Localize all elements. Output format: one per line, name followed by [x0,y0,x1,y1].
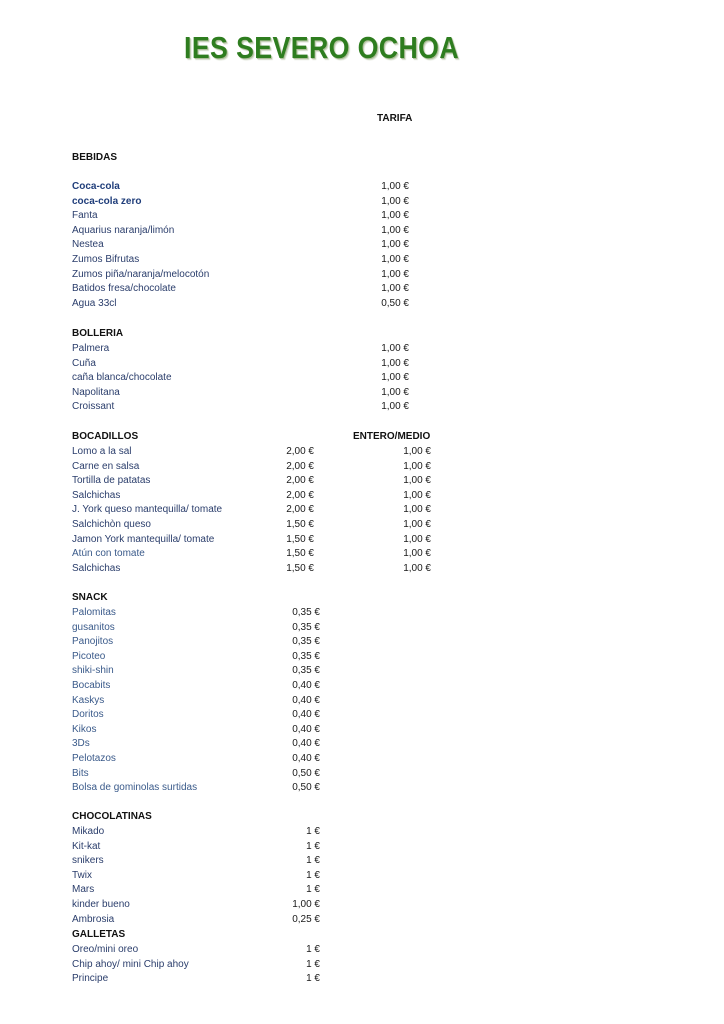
item-price: 1 € [306,958,320,970]
item-name: shiki-shin [72,665,114,677]
item-name: Salchichas [72,562,121,574]
item-name: Cuña [72,357,96,369]
item-price-entero: 2,00 € [286,504,314,516]
galletas-item [72,943,320,957]
item-name: Aquarius naranja/limón [72,224,175,236]
item-price: 0,35 € [292,607,320,618]
page-title: IES SEVERO OCHOA [184,30,460,65]
item-name: Napolitana [72,386,120,398]
item-name: Zumos Bifrutas [72,254,140,265]
item-price-medio: 1,00 € [403,519,431,530]
item-name: Bolsa de gominolas surtidas [72,782,198,794]
item-price: 1,00 € [381,283,409,295]
item-name: Chip ahoy/ mini Chip ahoy [72,958,189,970]
bocadillos-heading: BOCADILLOS [72,431,139,442]
item-price-entero: 2,00 € [286,446,314,457]
item-name: Mikado [72,826,105,837]
item-name: Agua 33cl [72,297,117,309]
item-name: Kaskys [72,694,105,706]
item-name: Pelotazos [72,753,116,764]
item-price: 1,00 € [381,357,409,369]
galletas-item [72,972,320,986]
item-price: 1 € [306,840,320,852]
item-price: 1,00 € [381,254,409,265]
item-price: 1,00 € [381,268,409,280]
item-price: 0,50 € [292,767,320,779]
item-name: Bocabits [72,680,111,691]
item-name: Carne en salsa [72,460,140,472]
item-name: Kit-kat [72,840,101,852]
chocolatinas-item [72,869,320,883]
item-price: 0,35 € [292,665,320,677]
bolleria-item [72,371,409,385]
chocolatinas-item [72,883,320,897]
item-price: 1,00 € [381,239,409,251]
item-name: Jamon York mantequilla/ tomate [72,533,215,545]
item-name: Batidos fresa/chocolate [72,283,176,295]
item-name: coca-cola zero [72,195,142,207]
bebidas-item [72,195,409,209]
item-name: Kikos [72,723,97,735]
bolleria-heading: BOLLERIA [72,328,124,339]
item-price: 1,00 € [381,195,409,207]
item-price: 0,40 € [292,723,320,735]
item-name: Fanta [72,210,98,222]
item-price: 0,40 € [292,694,320,706]
item-name: gusanitos [72,621,115,633]
item-price: 0,40 € [292,738,320,750]
snack-item [72,694,320,708]
tarifa-label: TARIFA [377,113,413,124]
item-price-medio: 1,00 € [403,504,431,516]
snack-item [72,650,320,664]
item-price-entero: 2,00 € [286,475,314,487]
item-name: Twix [72,869,92,881]
galletas-heading: GALLETAS [72,929,126,940]
snack-item [72,635,320,649]
bocadillos-item [72,503,431,517]
item-price: 0,50 € [292,782,320,794]
item-name: Bits [72,767,89,779]
item-name: Zumos piña/naranja/melocotón [72,268,210,280]
item-name: Atún con tomate [72,548,145,560]
galletas-item [72,958,320,972]
item-name: Oreo/mini oreo [72,944,139,955]
item-price-medio: 1,00 € [403,548,431,560]
item-name: kinder bueno [72,899,130,910]
item-price: 0,50 € [381,297,409,309]
bocadillos-item [72,474,431,488]
item-name: Ambrosia [72,913,115,925]
bocadillos-item [72,518,431,532]
bebidas-item [72,297,409,311]
item-price: 0,35 € [292,621,320,633]
item-price: 1,00 € [381,224,409,236]
bebidas-item [72,253,409,267]
item-price: 0,35 € [292,636,320,648]
item-name: Salchichas [72,489,121,501]
item-name: J. York queso mantequilla/ tomate [72,504,223,516]
item-name: Nestea [72,239,104,251]
item-price: 0,25 € [292,913,320,925]
bocadillos-item [72,460,431,474]
item-name: Croissant [72,401,115,413]
item-price-medio: 1,00 € [403,460,431,472]
entero-medio-header: ENTERO/MEDIO [353,431,431,442]
chocolatinas-item [72,840,320,854]
snack-heading: SNACK [72,592,108,603]
item-name: Picoteo [72,650,106,662]
item-name: 3Ds [72,738,90,750]
item-price-entero: 1,50 € [286,519,314,530]
snack-item [72,737,320,751]
item-price: 1 € [306,855,320,867]
item-price-medio: 1,00 € [403,489,431,501]
item-price-medio: 1,00 € [403,533,431,545]
item-price: 1 € [306,973,320,985]
snack-item [72,708,320,722]
item-price: 0,40 € [292,709,320,721]
snack-item [72,723,320,737]
item-price-medio: 1,00 € [403,562,431,574]
chocolatinas-heading: CHOCOLATINAS [72,811,152,822]
item-name: Lomo a la sal [72,446,132,457]
item-price: 1 € [306,944,320,955]
snack-item [72,664,320,678]
item-price: 1,00 € [381,401,409,413]
bolleria-item [72,357,409,371]
bebidas-item [72,268,409,282]
item-name: Doritos [72,709,104,721]
snack-item [72,679,320,693]
snack-item [72,621,320,635]
item-price: 1,00 € [381,386,409,398]
snack-item [72,767,320,781]
item-name: Palmera [72,343,110,354]
item-name: Panojitos [72,636,114,648]
item-price-medio: 1,00 € [403,446,431,457]
snack-item [72,606,320,620]
item-price: 1,00 € [381,343,409,354]
bolleria-item [72,386,409,400]
item-price: 1,00 € [381,372,409,384]
item-price-entero: 2,00 € [286,489,314,501]
item-name: snikers [72,855,104,867]
item-name: Mars [72,884,95,896]
bocadillos-item [72,562,431,576]
item-name: Salchichòn queso [72,519,151,530]
item-price-entero: 1,50 € [286,562,314,574]
item-price: 1 € [306,884,320,896]
item-name: Principe [72,973,109,985]
item-name: Coca-cola [72,181,120,192]
item-name: Tortilla de patatas [72,475,151,487]
bebidas-item [72,180,409,194]
item-price: 1,00 € [381,210,409,222]
bebidas-item [72,224,409,238]
bocadillos-item [72,547,431,561]
item-price: 0,35 € [292,650,320,662]
item-price-medio: 1,00 € [403,475,431,487]
item-price-entero: 1,50 € [286,548,314,560]
item-price: 1,00 € [292,899,320,910]
item-price: 0,40 € [292,753,320,764]
item-name: Palomitas [72,607,116,618]
item-price: 1 € [306,826,320,837]
bolleria-item [72,342,409,356]
item-price-entero: 1,50 € [286,533,314,545]
bebidas-item [72,282,409,296]
snack-item [72,781,320,795]
item-name: caña blanca/chocolate [72,372,172,384]
item-price-entero: 2,00 € [286,460,314,472]
bebidas-heading: BEBIDAS [72,152,118,163]
bebidas-item [72,209,409,223]
item-price: 1 € [306,869,320,881]
bocadillos-item [72,489,431,503]
item-price: 0,40 € [292,680,320,691]
bocadillos-item [72,533,431,547]
chocolatinas-item [72,913,320,927]
chocolatinas-item [72,898,320,912]
bolleria-item [72,400,409,414]
item-price: 1,00 € [381,181,409,192]
chocolatinas-item [72,825,320,839]
bebidas-item [72,238,409,252]
chocolatinas-item [72,854,320,868]
bocadillos-item [72,445,431,459]
snack-item [72,752,320,766]
